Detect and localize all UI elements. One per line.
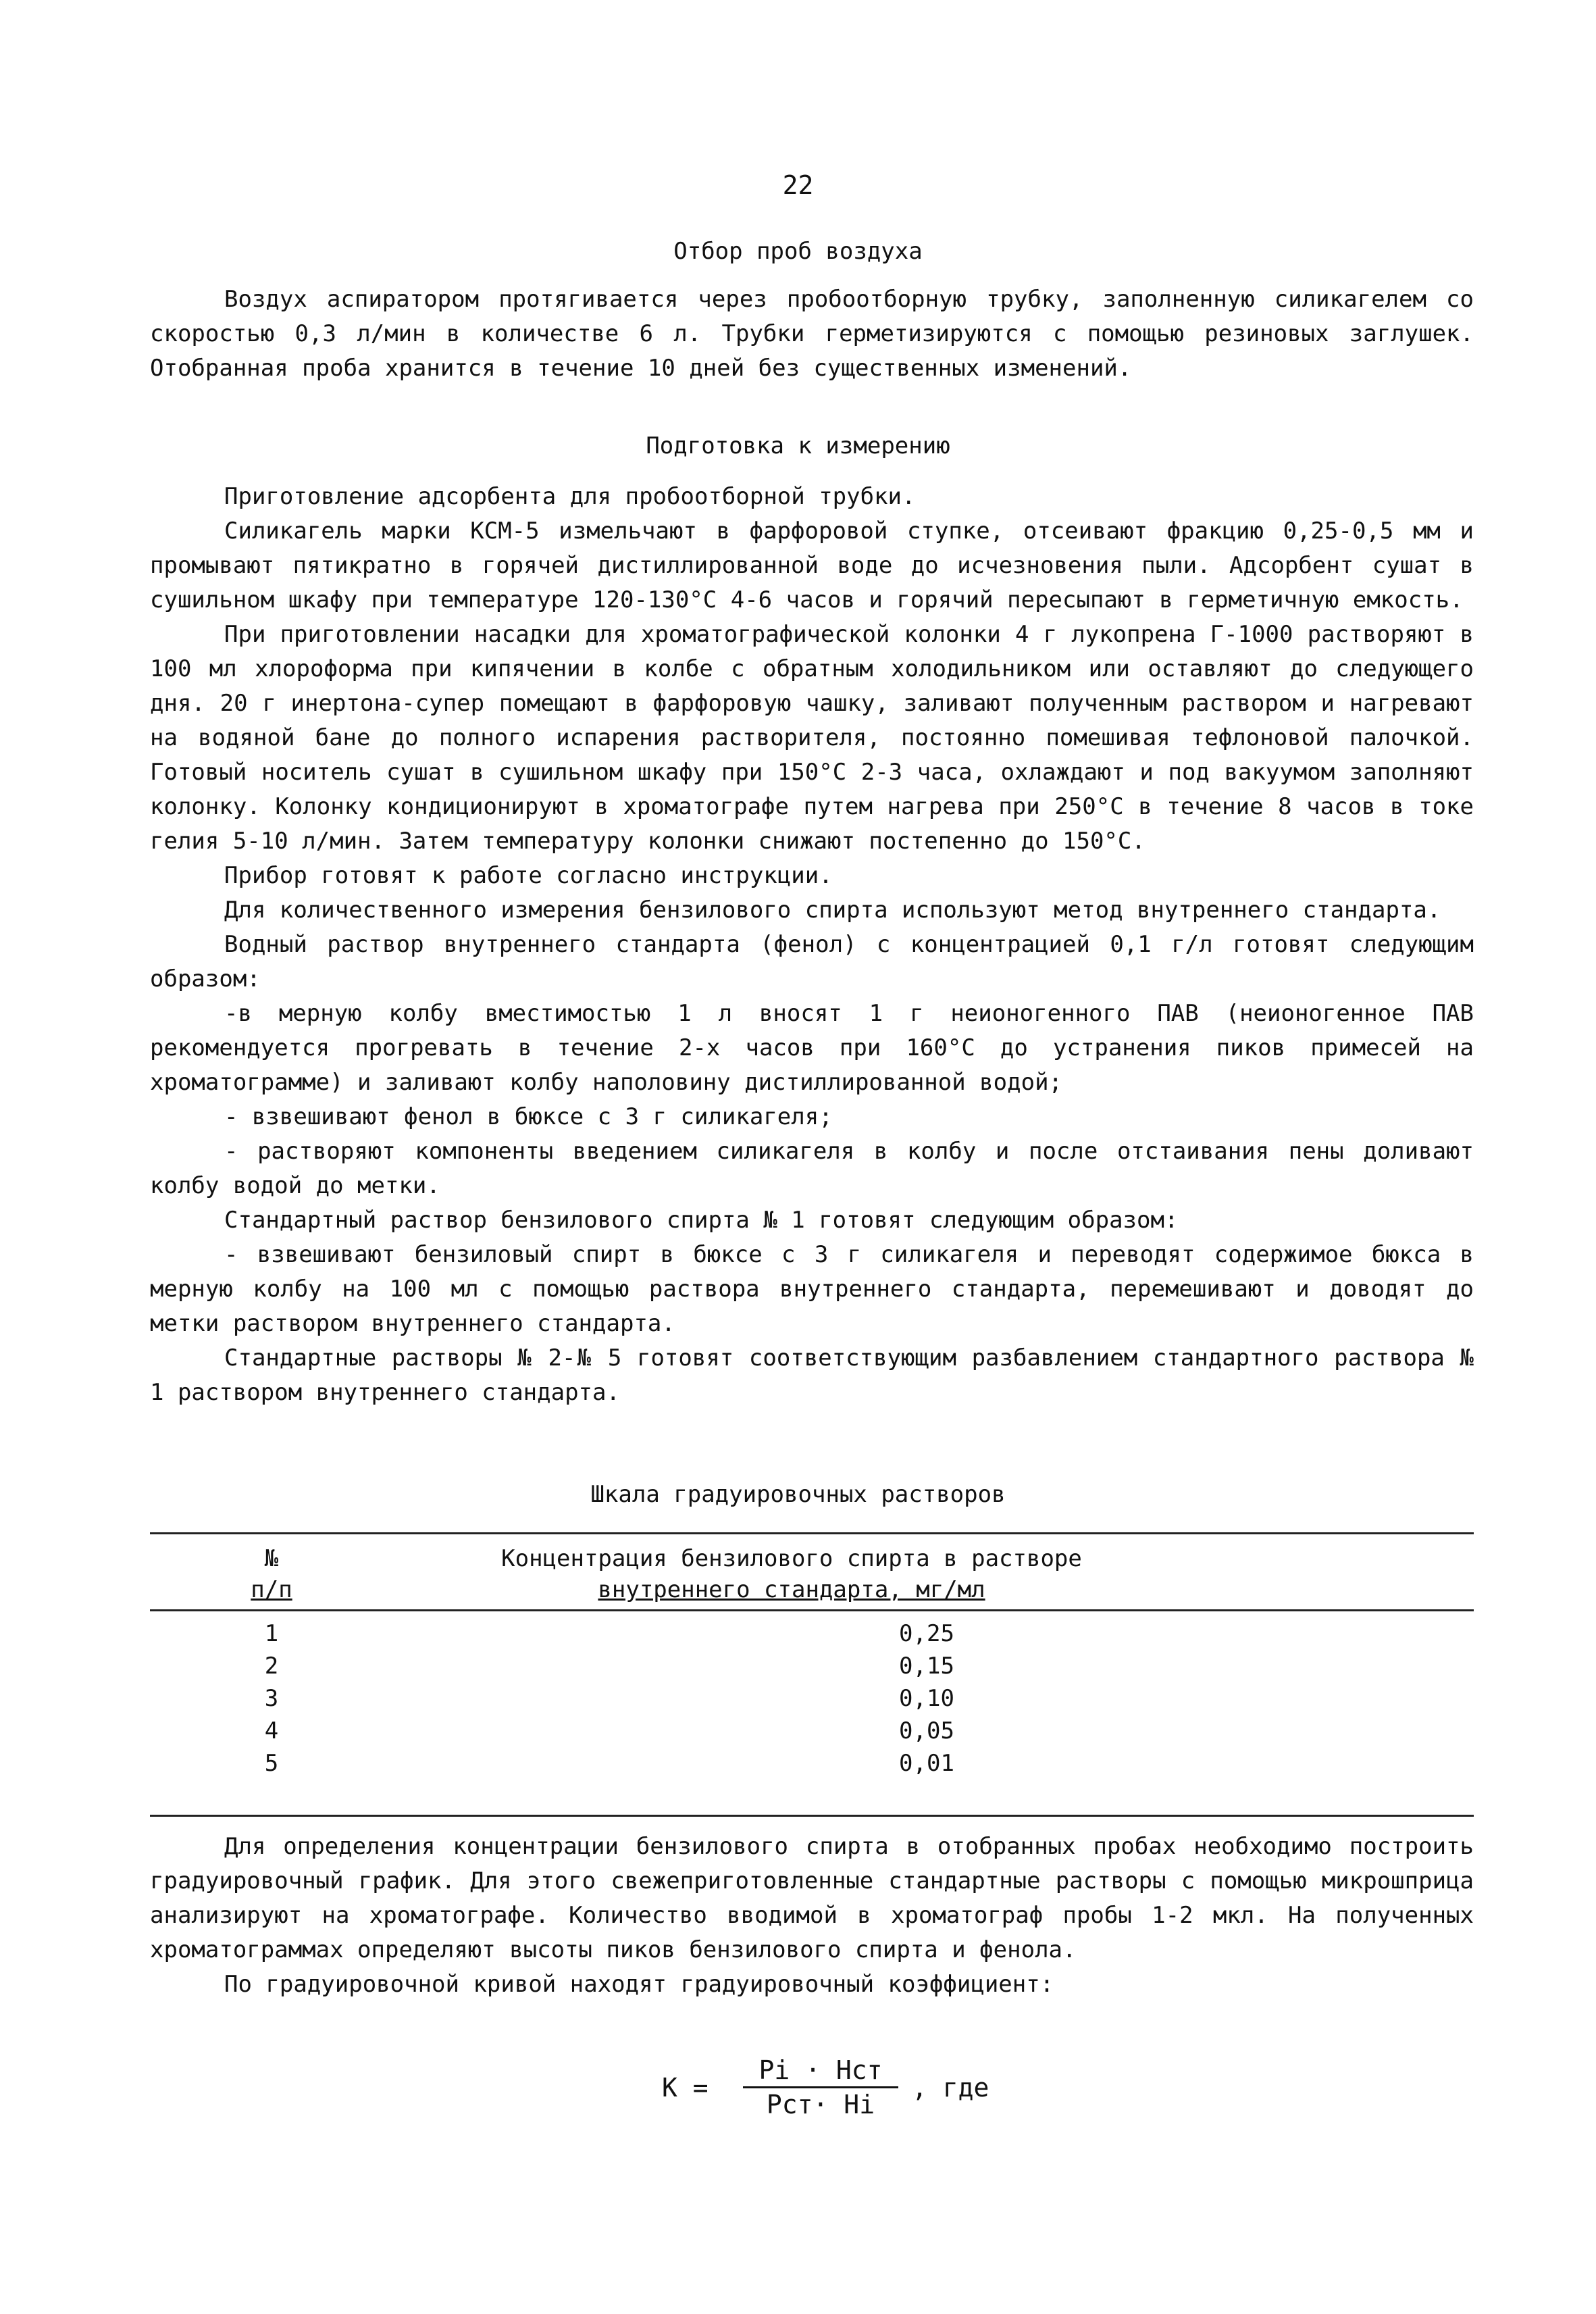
header-concentration: Концентрация бензилового спирта в растворе внутреннего стандарта, мг/мл [501, 1545, 1082, 1603]
table-rule-header [150, 1609, 1474, 1611]
formula-fraction [743, 2054, 898, 2121]
table-row: 2 0,15 [264, 1653, 954, 1680]
calibration-body [150, 1830, 1474, 2002]
list-item: - растворяют компоненты введением силикагеля в колбу и после отстаивания пены доливают колбу водой до метки. [150, 1138, 1474, 1199]
paragraph: Стандартные растворы № 2-№ 5 готовят соответствующим разбавлением стандартного раствора № 1 раствором внутреннего стандарта. [150, 1344, 1474, 1406]
list-item: - взвешивают бензиловый спирт в бюксе с 3 г силикагеля и переводят содержимое бюкса в мерную колбу на 100 мл с помощью раствора внутреннего стандарта, перемешивают и доводят до метки раствором внутреннего стандарта. [150, 1241, 1474, 1337]
page-number: 22 [782, 170, 814, 200]
paragraph: При приготовлении насадки для хроматографической колонки 4 г лукопрена Г-1000 растворяют в 100 мл хлороформа при кипячении в колбе с обратным холодильником или оставляют до следующего дня. 20 г инертона-супер помещают в фарфоровую чашку, заливают полученным раствором и нагревают на водяной бане до полного испарения растворителя, постоянно помешивая тефлоновой палочкой. Готовый носитель сушат в сушильном шкафу при 150°С 2-3 часа, охлаждают и под вакуумом заполняют колонку. Колонку кондиционируют в хроматографе путем нагрева при 250°С в течение 8 часов в токе гелия 5-10 л/мин. Затем температуру колонки снижают постепенно до 150°С. [150, 621, 1474, 855]
table-rule-bottom [150, 1815, 1474, 1817]
formula-numerator: Pi · Hст [758, 2055, 883, 2085]
table-row: 3 0,10 [264, 1685, 954, 1712]
table-row: 5 0,01 [264, 1750, 954, 1777]
table-row: 1 0,25 [264, 1620, 954, 1647]
calibration-formula [662, 2054, 1135, 2128]
list-item: -в мерную колбу вместимостью 1 л вносят 1 г неионогенного ПАВ (неионогенное ПАВ рекомендуется прогревать в течение 2-х часов при 160°С до устранения пиков примесей на хроматограмме) и заливают колбу наполовину дистиллированной водой; [150, 1000, 1474, 1096]
header-number: № п/п [251, 1545, 292, 1603]
paragraph: Силикагель марки КСМ-5 измельчают в фарфоровой ступке, отсеивают фракцию 0,25-0,5 мм и промывают пятикратно в горячей дистиллированной воде до исчезновения пыли. Адсорбент сушат в сушильном шкафу при температуре 120-130°С 4-6 часов и горячий пересыпают в герметичную емкость. [150, 518, 1474, 613]
formula-denominator: Pст· Hi [766, 2090, 875, 2119]
table-title: Шкала градуировочных растворов [590, 1481, 1006, 1508]
paragraph: Для количественного измерения бензилового спирта используют метод внутреннего стандарта. [224, 897, 1441, 924]
paragraph: Стандартный раствор бензилового спирта № 1 готовят следующим образом: [224, 1207, 1179, 1234]
section-title-air-sampling: Отбор проб воздуха [673, 238, 923, 265]
paragraph: По градуировочной кривой находят градуировочный коэффициент: [224, 1971, 1054, 1998]
air-sampling-body [150, 282, 1474, 386]
paragraph: Прибор готовят к работе согласно инструкции. [224, 862, 833, 889]
table-rule-top [150, 1532, 1474, 1534]
paragraph: Водный раствор внутреннего стандарта (фенол) с концентрацией 0,1 г/л готовят следующим образом: [150, 931, 1474, 992]
table-row: 4 0,05 [264, 1717, 954, 1744]
formula-suffix: , где [912, 2073, 989, 2103]
preparation-body [150, 480, 1474, 1410]
section-title-preparation: Подготовка к измерению [646, 432, 950, 459]
paragraph: Приготовление адсорбента для пробоотборной трубки. [224, 483, 916, 510]
paragraph: Воздух аспиратором протягивается через пробоотборную трубку, заполненную силикагелем со скоростью 0,3 л/мин в количестве 6 л. Трубки герметизируются с помощью резиновых заглушек. Отобранная проба хранится в течение 10 дней без существенных изменений. [150, 286, 1474, 382]
paragraph: Для определения концентрации бензилового спирта в отобранных пробах необходимо построить градуировочный график. Для этого свежеприготовленные стандартные растворы с помощью микрошприца анализируют на хроматографе. Количество вводимой в хроматограф пробы 1-2 мкл. На полученных хроматограммах определяют высоты пиков бензилового спирта и фенола. [150, 1833, 1474, 1963]
formula-lhs: K = [662, 2073, 709, 2103]
list-item: - взвешивают фенол в бюксе с 3 г силикагеля; [224, 1103, 833, 1130]
